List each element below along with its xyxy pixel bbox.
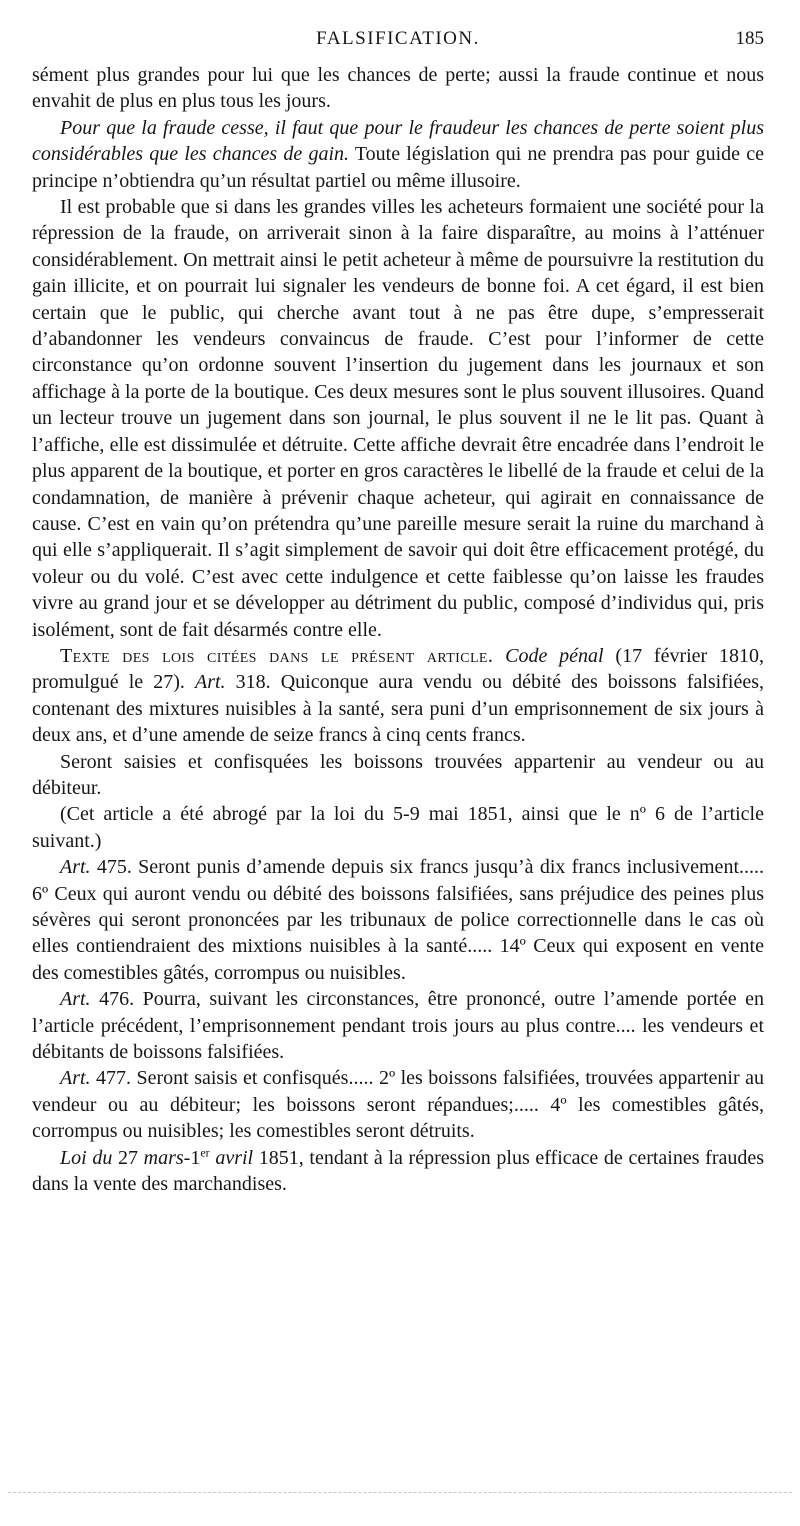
page-header bbox=[32, 28, 764, 58]
art-475-text: 475. Seront punis d’amende depuis six francs jusqu’à dix francs inclusivement..... 6º Ceux qui auront vendu ou débité des boissons falsifiées, sans préjudice des peines plus sévères qui seront prononcées par les tribunaux de police correctionnelle dans le cas où elles contiendraient des mixtions nuisibles à la santé..... 14º Ceux qui exposent en vente des comestibles gâtés, corrompus ou nuisibles. bbox=[32, 856, 764, 984]
paragraph-abrogation: (Cet article a été abrogé par la loi du 5-9 mai 1851, ainsi que le nº 6 de l’article suivant.) bbox=[32, 803, 764, 852]
paragraph-society: Il est probable que si dans les grandes villes les acheteurs formaient une société pour la répression de la fraude, on arriverait sinon à la faire disparaître, au moins à l’atténuer considérablement. On mettrait ainsi le petit acheteur à même de poursuivre la restitution du gain illicite, et on pourrait lui signaler les vendeurs de bonne foi. A cet égard, il est bien certain que le public, qui cherche avant tout à ne pas être dupe, s’empresserait d’abandonner les vendeurs convaincus de fraude. C’est pour l’informer de cette circonstance qu’on ordonne souvent l’insertion du jugement dans les journaux et son affichage à la porte de la boutique. Ces deux mesures sont le plus souvent illusoires. Quand un lecteur trouve un jugement dans son journal, le plus souvent il ne le lit pas. Quant à l’affiche, elle est dissimulée et détruite. Cette affiche devrait être encadrée dans l’endroit le plus apparent de la boutique, et porter en gros caractères le libellé de la fraude et celui de la condamnation, de manière à prévenir chaque acheteur, qui agirait en connaissance de cause. C’est en vain qu’on prétendra qu’une pareille mesure serait la ruine du marchand à qui elle s’appliquerait. Il s’agit simplement de savoir qui doit être efficacement protégé, du voleur ou du volé. C’est avec cette indulgence et cette faiblesse qu’on laisse les fraudes vivre au grand jour et se développer au détriment du public, composé d’individus qui, pris isolément, sont de fait désarmés contre elle. bbox=[32, 196, 764, 641]
loi-month-avril: avril bbox=[209, 1146, 254, 1169]
page-number: 185 bbox=[735, 28, 764, 49]
loi-month-mars: mars bbox=[143, 1146, 184, 1169]
loi-label: Loi du bbox=[60, 1146, 113, 1169]
art-477-label: Art. bbox=[60, 1067, 91, 1090]
art-318-text: 318. Quiconque aura vendu ou débité des boissons falsifiées, contenant des mixtures nuisibles à la santé, sera puni d’un emprisonnement de six jours à deux ans, et d’une amende de seize francs à cinq cents francs. bbox=[32, 671, 764, 747]
bottom-scan-rule bbox=[8, 1492, 792, 1493]
art-477-text: 477. Seront saisis et confisqués..... 2º les boissons falsifiées, trouvées appartenir au vendeur ou au débiteur; les boissons seront répandues;..... 4º les comestibles gâtés, corrompus ou nuisibles; les comestibles seront détruits. bbox=[32, 1067, 764, 1143]
code-penal-date: (17 février 1810, promulgué le 27). bbox=[32, 644, 765, 694]
laws-heading: Texte des lois citées dans le présent article. bbox=[60, 644, 494, 667]
running-head: FALSIFICATION. bbox=[316, 28, 480, 49]
paragraph-continuation: sément plus grandes pour lui que les chances de perte; aussi la fraude continue et nous envahit de plus en plus tous les jours. bbox=[32, 64, 764, 113]
body-text bbox=[32, 62, 764, 1197]
art-476-label: Art. bbox=[60, 988, 91, 1011]
art-475-label: Art. bbox=[60, 856, 91, 879]
paragraph-code-penal bbox=[32, 643, 764, 749]
loi-day: 27 bbox=[112, 1146, 144, 1169]
principle-emphasis: Pour que la fraude cesse, il faut que pour le fraudeur les chances de perte soient plus considérables que les chances de gain. bbox=[32, 116, 764, 166]
paragraph-loi-1851 bbox=[32, 1145, 764, 1198]
paragraph-art-475 bbox=[32, 854, 764, 986]
art-476-text: 476. Pourra, suivant les circonstances, être prononcé, outre l’amende portée en l’article précédent, l’emprisonnement pendant trois jours au plus contre.... les vendeurs et débitants de boissons falsifiées. bbox=[32, 988, 764, 1064]
loi-superscript-er: er bbox=[200, 1145, 210, 1159]
loi-text: 1851, tendant à la répression plus efficace de certaines fraudes dans la vente des marchandises. bbox=[32, 1146, 765, 1196]
paragraph-art-477 bbox=[32, 1065, 764, 1144]
loi-dash-day: -1 bbox=[183, 1146, 201, 1169]
paragraph-seizure: Seront saisies et confisquées les boissons trouvées appartenir au vendeur ou au débiteur. bbox=[32, 750, 764, 799]
art-318-label: Art. bbox=[195, 671, 226, 694]
code-penal-title: Code pénal bbox=[505, 644, 604, 667]
principle-rest: Toute législation qui ne prendra pas pour guide ce principe n’obtiendra qu’un résultat partiel ou même illusoire. bbox=[32, 143, 764, 192]
paragraph-art-476 bbox=[32, 986, 764, 1065]
paragraph-principle bbox=[32, 115, 764, 194]
